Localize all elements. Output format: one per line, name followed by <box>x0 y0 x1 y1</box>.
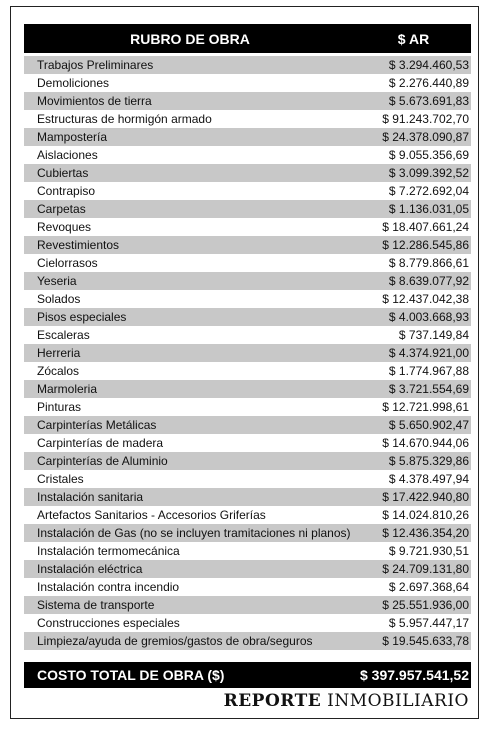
row-value: $ 2.697.368,64 <box>388 580 469 594</box>
table-row <box>24 218 471 236</box>
brand-logo <box>224 691 469 711</box>
row-item: Trabajos Preliminares <box>37 58 154 72</box>
row-item: Herreria <box>37 346 81 360</box>
row-value: $ 9.055.356,69 <box>388 148 469 162</box>
table-body <box>24 56 471 650</box>
row-item: Aislaciones <box>37 148 98 162</box>
row-value: $ 5.650.902,47 <box>388 418 469 432</box>
table-row <box>24 92 471 110</box>
table-row <box>24 182 471 200</box>
row-value: $ 3.294.460,53 <box>388 58 469 72</box>
row-item: Revoques <box>37 220 92 234</box>
row-value: $ 24.709.131,80 <box>382 562 469 576</box>
row-item: Estructuras de hormigón armado <box>37 112 212 126</box>
row-value: $ 25.551.936,00 <box>382 598 469 612</box>
row-item: Cielorrasos <box>37 256 98 270</box>
row-value: $ 9.721.930,51 <box>388 544 469 558</box>
row-value: $ 14.670.944,06 <box>382 436 469 450</box>
row-value: $ 17.422.940,80 <box>382 490 469 504</box>
table-row <box>24 74 471 92</box>
row-value: $ 8.639.077,92 <box>388 274 469 288</box>
row-value: $ 14.024.810,26 <box>382 508 469 522</box>
total-row <box>24 662 471 688</box>
row-item: Carpinterías de madera <box>37 436 164 450</box>
row-item: Solados <box>37 292 81 306</box>
total-label: COSTO TOTAL DE OBRA ($) <box>37 667 225 683</box>
table-row <box>24 290 471 308</box>
table-row <box>24 560 471 578</box>
table-row <box>24 128 471 146</box>
row-item: Carpinterías de Aluminio <box>37 454 168 468</box>
table-row <box>24 578 471 596</box>
table-row <box>24 254 471 272</box>
header-item: RUBRO DE OBRA <box>130 30 250 47</box>
table-row <box>24 344 471 362</box>
table-row <box>24 632 471 650</box>
row-item: Instalación termomecánica <box>37 544 180 558</box>
row-item: Mampostería <box>37 130 108 144</box>
table-row <box>24 362 471 380</box>
table-row <box>24 326 471 344</box>
row-value: $ 4.378.497,94 <box>388 472 469 486</box>
row-value: $ 24.378.090,87 <box>382 130 469 144</box>
table-row <box>24 380 471 398</box>
row-value: $ 5.673.691,83 <box>388 94 469 108</box>
row-item: Instalación eléctrica <box>37 562 143 576</box>
table-row <box>24 596 471 614</box>
cost-table <box>24 24 471 650</box>
row-item: Cristales <box>37 472 84 486</box>
row-value: $ 3.721.554,69 <box>388 382 469 396</box>
table-row <box>24 146 471 164</box>
row-value: $ 5.875.329,86 <box>388 454 469 468</box>
table-row <box>24 488 471 506</box>
row-value: $ 1.136.031,05 <box>388 202 469 216</box>
row-value: $ 12.286.545,86 <box>382 238 469 252</box>
row-item: Instalación contra incendio <box>37 580 180 594</box>
row-item: Demoliciones <box>37 76 110 90</box>
table-row <box>24 614 471 632</box>
row-value: $ 5.957.447,17 <box>388 616 469 630</box>
table-row <box>24 200 471 218</box>
row-value: $ 4.003.668,93 <box>388 310 469 324</box>
row-item: Carpinterías Metálicas <box>37 418 157 432</box>
brand-light: INMOBILIARIO <box>327 691 469 711</box>
row-item: Construcciones especiales <box>37 616 180 630</box>
brand-bold: REPORTE <box>223 691 322 711</box>
table-row <box>24 470 471 488</box>
table-row <box>24 164 471 182</box>
row-item: Yeseria <box>37 274 77 288</box>
row-item: Instalación sanitaria <box>37 490 144 504</box>
total-value: $ 397.957.541,52 <box>360 667 469 683</box>
row-item: Instalación de Gas (no se incluyen tramitaciones ni planos) <box>37 526 351 540</box>
table-row <box>24 110 471 128</box>
row-value: $ 2.276.440,89 <box>388 76 469 90</box>
row-item: Limpieza/ayuda de gremios/gastos de obra/seguros <box>37 634 313 648</box>
row-value: $ 8.779.866,61 <box>388 256 469 270</box>
row-item: Zócalos <box>37 364 80 378</box>
table-header <box>24 24 471 53</box>
row-item: Pisos especiales <box>37 310 127 324</box>
row-value: $ 737.149,84 <box>398 328 469 342</box>
header-value: $ AR <box>397 30 430 47</box>
table-row <box>24 506 471 524</box>
table-row <box>24 236 471 254</box>
row-item: Sistema de transporte <box>37 598 155 612</box>
row-item: Movimientos de tierra <box>37 94 152 108</box>
table-row <box>24 56 471 74</box>
row-item: Escaleras <box>37 328 90 342</box>
row-item: Cubiertas <box>37 166 89 180</box>
row-item: Marmoleria <box>37 382 98 396</box>
table-row <box>24 398 471 416</box>
row-value: $ 19.545.633,78 <box>382 634 469 648</box>
row-value: $ 12.437.042,38 <box>382 292 469 306</box>
row-item: Artefactos Sanitarios - Accesorios Griferías <box>37 508 266 522</box>
row-value: $ 12.436.354,20 <box>382 526 469 540</box>
row-value: $ 3.099.392,52 <box>388 166 469 180</box>
row-value: $ 7.272.692,04 <box>388 184 469 198</box>
table-row <box>24 434 471 452</box>
table-row <box>24 542 471 560</box>
row-value: $ 18.407.661,24 <box>382 220 469 234</box>
table-row <box>24 524 471 542</box>
table-row <box>24 452 471 470</box>
row-item: Pinturas <box>37 400 82 414</box>
row-value: $ 91.243.702,70 <box>382 112 469 126</box>
row-value: $ 1.774.967,88 <box>388 364 469 378</box>
table-row <box>24 272 471 290</box>
row-item: Revestimientos <box>37 238 120 252</box>
row-value: $ 4.374.921,00 <box>388 346 469 360</box>
row-item: Carpetas <box>37 202 86 216</box>
row-value: $ 12.721.998,61 <box>382 400 469 414</box>
row-item: Contrapiso <box>37 184 96 198</box>
table-row <box>24 416 471 434</box>
table-row <box>24 308 471 326</box>
